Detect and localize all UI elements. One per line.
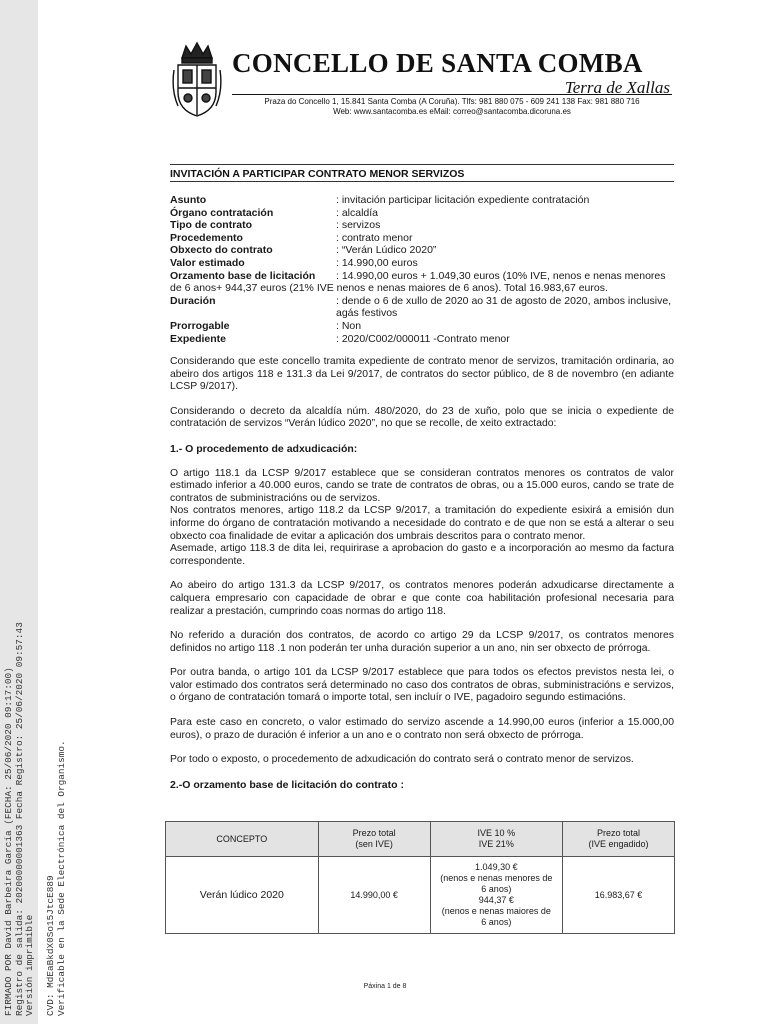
cell-total: 16.983,67 € bbox=[562, 857, 674, 934]
field-orzamento-continuation: de 6 anos+ 944,37 euros (21% IVE nenos e nenas maiores de 6 anos). Total 16.983,67 euros. bbox=[170, 282, 608, 295]
field-valor: Valor estimado : 14.990,00 euros bbox=[170, 256, 418, 269]
paragraph: Considerando o decreto da alcaldía núm. 480/2020, do 23 de xuño, polo que se inicia o expediente de contratación de servizos “Verán lúdico 2020”, no que se recolle, de xeito extractado: bbox=[170, 405, 674, 430]
paragraph: Por todo o exposto, o procedemento de adxudicación do contrato será o contrato menor de servizos. bbox=[170, 754, 634, 766]
cell-ive: 1.049,30 € (nenos e nenas menores de 6 anos) 944,37 € (nenos e nenas maiores de 6 anos) bbox=[430, 857, 562, 934]
document-title: INVITACIÓN A PARTICIPAR CONTRATO MENOR SERVIZOS bbox=[170, 168, 465, 180]
field-procedemento: Procedemento : contrato menor bbox=[170, 231, 413, 244]
verify-line: Verificable en la Sede Electrónica del Organismo. bbox=[55, 740, 67, 1016]
coat-of-arms-icon bbox=[172, 40, 222, 118]
title-rule-bottom bbox=[170, 181, 674, 182]
field-organo: Órgano contratación : alcaldía bbox=[170, 206, 379, 219]
header-total: Prezo total (IVE engadido) bbox=[562, 822, 674, 857]
field-asunto: Asunto : invitación participar licitación expediente contratación bbox=[170, 194, 590, 206]
field-expediente: Expediente : 2020/C002/000011 -Contrato menor bbox=[170, 332, 510, 345]
paragraph: Ao abeiro do artigo 131.3 da LCSP 9/2017, os contratos menores poderán adxudicarse directamente a calquera empresario con capacidade de obrar e que conte coa habilitación profesional necesaria para realizar a prestación, cumprindo coas normas do artigo 118. bbox=[170, 580, 674, 617]
paragraph: O artigo 118.1 da LCSP 9/2017 establece que se consideran contratos menores os contratos de valor estimado inferior a 40.000 euros, cando se trate de contratos de obras, ou a 15.000 euros, cando se trate de contratos de subministracións ou de servizos. bbox=[170, 467, 674, 504]
page-number: Páxina 1 de 8 bbox=[363, 983, 407, 990]
header-ive: IVE 10 % IVE 21% bbox=[430, 822, 562, 857]
table-header-row bbox=[166, 822, 675, 857]
org-address bbox=[232, 97, 672, 117]
field-prorrogable: Prorrogable : Non bbox=[170, 319, 362, 332]
org-subtitle: Terra de Xallas bbox=[564, 78, 670, 97]
document-body bbox=[170, 356, 674, 803]
address-line: Praza do Concello 1, 15.841 Santa Comba (A Coruña). Tlfs: 981 880 075 - 609 241 138 Fax: 981 880 716 bbox=[264, 97, 640, 106]
version-line: Versión imprimible bbox=[24, 914, 35, 1016]
section-heading: 2.-O orzamento base de licitación do contrato : bbox=[170, 778, 404, 791]
header-prezo: Prezo total (sen IVE) bbox=[318, 822, 430, 857]
cell-concepto: Verán lúdico 2020 bbox=[166, 857, 319, 934]
web-line: Web: www.santacomba.es eMail: correo@santacomba.dicoruna.es bbox=[333, 107, 571, 116]
paragraph: Nos contratos menores, artigo 118.2 da LCSP 9/2017, a tramitación do expediente esixirá a emisión dun informe do órgano de contratación motivando a necesidade do contrato e de que non se está a alterar o seu obxecto coa finalidade de evitar a aplicación dos umbrais descritos para o contrato menor. bbox=[170, 505, 674, 542]
org-name: CONCELLO DE SANTA COMBA bbox=[232, 48, 643, 78]
cell-prezo: 14.990,00 € bbox=[318, 857, 430, 934]
table-row bbox=[166, 857, 675, 934]
paragraph: Considerando que este concello tramita expediente de contrato menor de servizos, tramitación ordinaria, ao abeiro dos artigos 118 e 131.3 da Lei 9/2017, de contratos do sector público, de 8 de novembro (en adiante LCSP 9/2017). bbox=[170, 356, 674, 393]
field-duracion: Duración : dende o 6 de xullo de 2020 ao 31 de agosto de 2020, ambos inclusive, agás festivos bbox=[170, 294, 672, 320]
registry-line: Registro de salida: 20200000001363 Fecha Registro: 25/06/2020 09:57:43 bbox=[13, 622, 25, 1016]
cvd-line: CVD: MdEaBkdX0So15JtcE889 bbox=[45, 875, 56, 1016]
paragraph: No referido a duración dos contratos, de acordo co artigo 29 da LCSP 9/2017, os contratos menores definidos no artigo 118 .1 non poderán ter unha duración superior a un ano, nin ser obxecto de prórroga. bbox=[170, 630, 674, 654]
signature-line: FIRMADO POR David Barbeira García (FECHA: 25/06/2020 09:17:00) bbox=[3, 667, 14, 1016]
contract-fields bbox=[170, 194, 674, 345]
paragraph: Por outra banda, o artigo 101 da LCSP 9/2017 establece que para todos os efectos previstos nesta lei, o valor estimado dos contratos será determinado no caso dos contratos de obras, subministracións e servizos, o órgano de contratación tomará o importe total, sen incluír o IVE, pagadoiro segundo estimacións. bbox=[170, 667, 674, 704]
paragraph: Asemade, artigo 118.3 de dita lei, requirirase a aprobacion do gasto e a incorporación ao mesmo da factura correspondente. bbox=[170, 543, 674, 567]
field-orzamento: Orzamento base de licitación : 14.990,00 euros + 1.049,30 euros (10% IVE, nenos e nenas menores bbox=[170, 269, 666, 282]
budget-table bbox=[165, 821, 675, 934]
paragraph: Para este caso en concreto, o valor estimado do servizo ascende a 14.990,00 euros (inferior a 15.000,00 euros), o prazo de duración é inferior a un ano e o contrato non será obxecto de prórroga. bbox=[170, 717, 674, 741]
header-concepto: CONCEPTO bbox=[166, 822, 319, 857]
header-rule bbox=[232, 94, 672, 95]
section-heading: 1.- O procedemento de adxudicación: bbox=[170, 442, 358, 455]
signature-info bbox=[4, 622, 67, 1016]
field-tipo: Tipo de contrato : servizos bbox=[170, 219, 381, 232]
title-rule-top bbox=[170, 164, 674, 165]
field-obxecto: Obxecto do contrato : “Verán Lúdico 2020” bbox=[170, 244, 437, 257]
